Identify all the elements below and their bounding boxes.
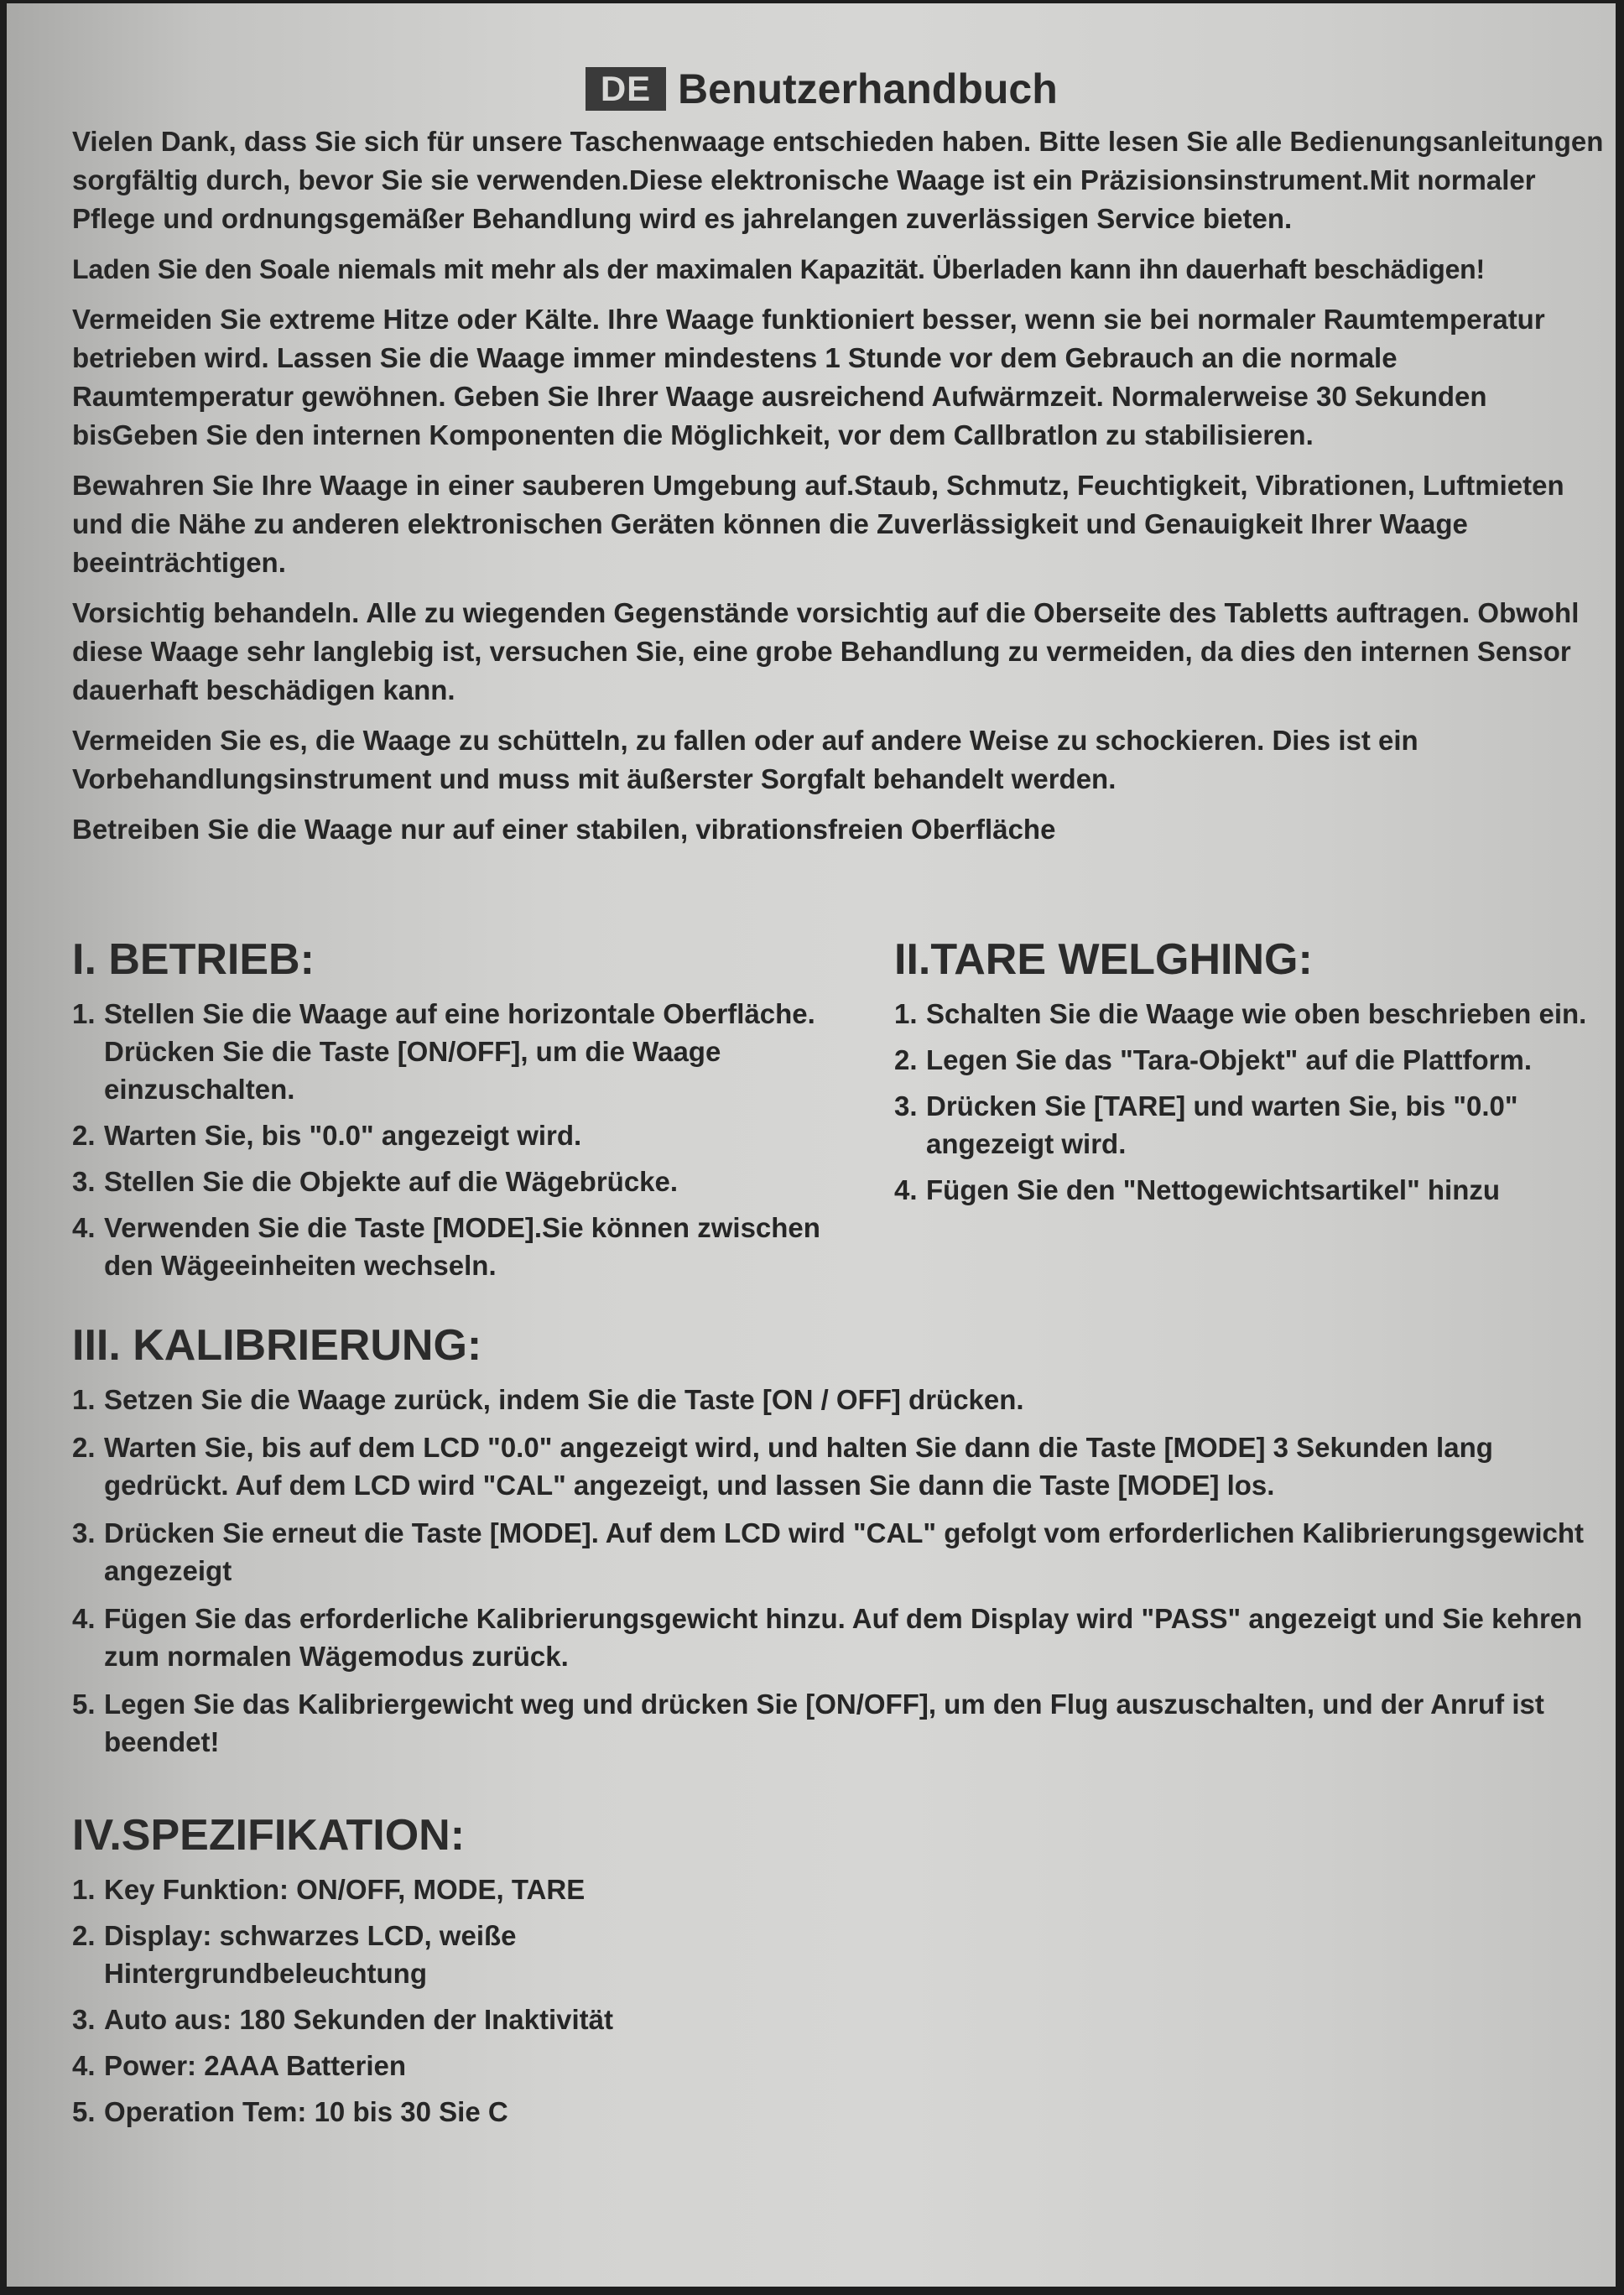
section-heading: IV.SPEZIFIKATION: — [72, 1811, 466, 1860]
list-item — [72, 2047, 911, 2084]
section-kalibrierung — [72, 1319, 1599, 1771]
list-item — [72, 2001, 911, 2038]
betrieb-list — [72, 995, 827, 1284]
intro-section — [72, 122, 1607, 861]
list-item — [72, 1600, 1599, 1675]
item-text: Warten Sie, bis auf dem LCD "0.0" angezeigt wird, und halten Sie dann die Taste [MODE] 3 Sekunden lang gedrückt. Auf dem LCD wird "CAL" angezeigt, und lassen Sie dann die Taste [MODE] los. — [104, 1432, 1493, 1501]
item-number: 4. — [72, 1212, 96, 1243]
item-text: Drücken Sie [TARE] und warten Sie, bis "0.0" angezeigt wird. — [926, 1090, 1518, 1159]
item-number: 2. — [72, 1120, 96, 1151]
section-tare — [894, 933, 1599, 1217]
item-text: Setzen Sie die Waage zurück, indem Sie die Taste [ON / OFF] drücken. — [104, 1384, 1024, 1415]
item-text: Stellen Sie die Waage auf eine horizontale Oberfläche. Drücken Sie die Taste [ON/OFF], um die Waage einzuschalten. — [104, 998, 815, 1105]
item-text: Warten Sie, bis "0.0" angezeigt wird. — [104, 1120, 582, 1151]
list-item — [894, 1171, 1599, 1209]
item-text: Stellen Sie die Objekte auf die Wägebrücke. — [104, 1166, 679, 1197]
item-text: Schalten Sie die Waage wie oben beschrieben ein. — [926, 998, 1587, 1029]
item-number: 1. — [72, 998, 96, 1029]
item-number: 5. — [72, 2096, 96, 2127]
item-number: 1. — [894, 998, 918, 1029]
item-text: Legen Sie das Kalibriergewicht weg und drücken Sie [ON/OFF], um den Flug auszuschalten, und der Anruf ist beendet! — [104, 1689, 1544, 1757]
list-item — [894, 1041, 1599, 1079]
item-number: 2. — [72, 1920, 96, 1951]
language-badge: DE — [586, 67, 666, 111]
page-title — [586, 64, 1058, 114]
intro-paragraph: Vorsichtig behandeln. Alle zu wiegenden Gegenstände vorsichtig auf die Oberseite des Tabletts auftragen. Obwohl diese Waage sehr langlebig ist, versuchen Sie, eine grobe Behandlung zu vermeiden, da dies den internen Sensor dauerhaft beschädigen kann. — [72, 597, 1580, 705]
section-heading: I. BETRIEB: — [72, 935, 315, 984]
list-item — [72, 1163, 827, 1200]
intro-paragraph: Vermeiden Sie es, die Waage zu schütteln, zu fallen oder auf andere Weise zu schockieren. Dies ist ein Vorbehandlungsinstrument und muss mit äußerster Sorgfalt behandelt werden. — [72, 725, 1418, 794]
list-item — [72, 995, 827, 1108]
item-text: Power: 2AAA Batterien — [104, 2050, 407, 2081]
intro-paragraph: Bewahren Sie Ihre Waage in einer sauberen Umgebung auf.Staub, Schmutz, Feuchtigkeit, Vibrationen, Luftmieten und die Nähe zu anderen elektronischen Geräten können die Zuverlässigkeit und Genauigkeit Ihrer Waage beeinträchtigen. — [72, 470, 1564, 578]
tare-list — [894, 995, 1599, 1209]
item-text: Fügen Sie den "Nettogewichtsartikel" hinzu — [926, 1174, 1501, 1205]
section-betrieb — [72, 933, 827, 1293]
list-item — [72, 1685, 1599, 1761]
list-item — [72, 1871, 911, 1908]
kalibrierung-list — [72, 1381, 1599, 1761]
item-number: 1. — [72, 1384, 96, 1415]
item-number: 3. — [72, 1166, 96, 1197]
list-item — [894, 995, 1599, 1033]
item-number: 4. — [72, 2050, 96, 2081]
spezifikation-list — [72, 1871, 911, 2131]
item-text: Display: schwarzes LCD, weiße Hintergrundbeleuchtung — [104, 1920, 517, 1989]
item-number: 3. — [72, 2004, 96, 2035]
manual-page — [7, 3, 1616, 2287]
list-item — [72, 2093, 911, 2131]
section-heading: III. KALIBRIERUNG: — [72, 1321, 482, 1370]
list-item — [72, 1429, 1599, 1504]
list-item — [72, 1514, 1599, 1590]
item-number: 4. — [72, 1603, 96, 1634]
item-number: 5. — [72, 1689, 96, 1720]
section-spezifikation — [72, 1808, 911, 2139]
intro-paragraph: Betreiben Sie die Waage nur auf einer stabilen, vibrationsfreien Oberfläche — [72, 814, 1056, 845]
intro-paragraph: Vermeiden Sie extreme Hitze oder Kälte. Ihre Waage funktioniert besser, wenn sie bei normaler Raumtemperatur betrieben wird. Lassen Sie die Waage immer mindestens 1 Stunde vor dem Gebrauch an die normale Raumtemperatur gewöhnen. Geben Sie Ihrer Waage ausreichend Aufwärmzeit. Normalerweise 30 Sekunden bisGeben Sie den internen Komponenten die Möglichkeit, vor dem Callbratlon zu stabilisieren. — [72, 304, 1545, 450]
list-item — [72, 1917, 540, 1992]
item-text: Fügen Sie das erforderliche Kalibrierungsgewicht hinzu. Auf dem Display wird "PASS" angezeigt und Sie kehren zum normalen Wägemodus zurück. — [104, 1603, 1583, 1672]
item-number: 2. — [72, 1432, 96, 1463]
item-text: Operation Tem: 10 bis 30 Sie C — [104, 2096, 508, 2127]
title-text: Benutzerhandbuch — [678, 65, 1058, 112]
item-text: Auto aus: 180 Sekunden der Inaktivität — [104, 2004, 613, 2035]
list-item — [894, 1087, 1599, 1163]
item-text: Key Funktion: ON/OFF, MODE, TARE — [104, 1874, 586, 1905]
item-number: 3. — [72, 1517, 96, 1548]
list-item — [72, 1209, 827, 1284]
item-text: Drücken Sie erneut die Taste [MODE]. Auf dem LCD wird "CAL" gefolgt vom erforderlichen Kalibrierungsgewicht angezeigt — [104, 1517, 1585, 1586]
item-text: Verwenden Sie die Taste [MODE].Sie können zwischen den Wägeeinheiten wechseln. — [104, 1212, 820, 1281]
intro-paragraph: Laden Sie den Soale niemals mit mehr als der maximalen Kapazität. Überladen kann ihn dauerhaft beschädigen! — [72, 254, 1485, 284]
item-number: 4. — [894, 1174, 918, 1205]
section-heading: II.TARE WELGHING: — [894, 935, 1313, 984]
item-number: 2. — [894, 1044, 918, 1075]
list-item — [72, 1116, 827, 1154]
item-text: Legen Sie das "Tara-Objekt" auf die Plattform. — [926, 1044, 1533, 1075]
item-number: 3. — [894, 1090, 918, 1121]
list-item — [72, 1381, 1599, 1418]
item-number: 1. — [72, 1874, 96, 1905]
intro-paragraph: Vielen Dank, dass Sie sich für unsere Taschenwaage entschieden haben. Bitte lesen Sie alle Bedienungsanleitungen sorgfältig durch, bevor Sie sie verwenden.Diese elektronische Waage ist ein Präzisionsinstrument.Mit normaler Pflege und ordnungsgemäßer Behandlung wird es jahrelangen zuverlässigen Service bieten. — [72, 126, 1604, 234]
